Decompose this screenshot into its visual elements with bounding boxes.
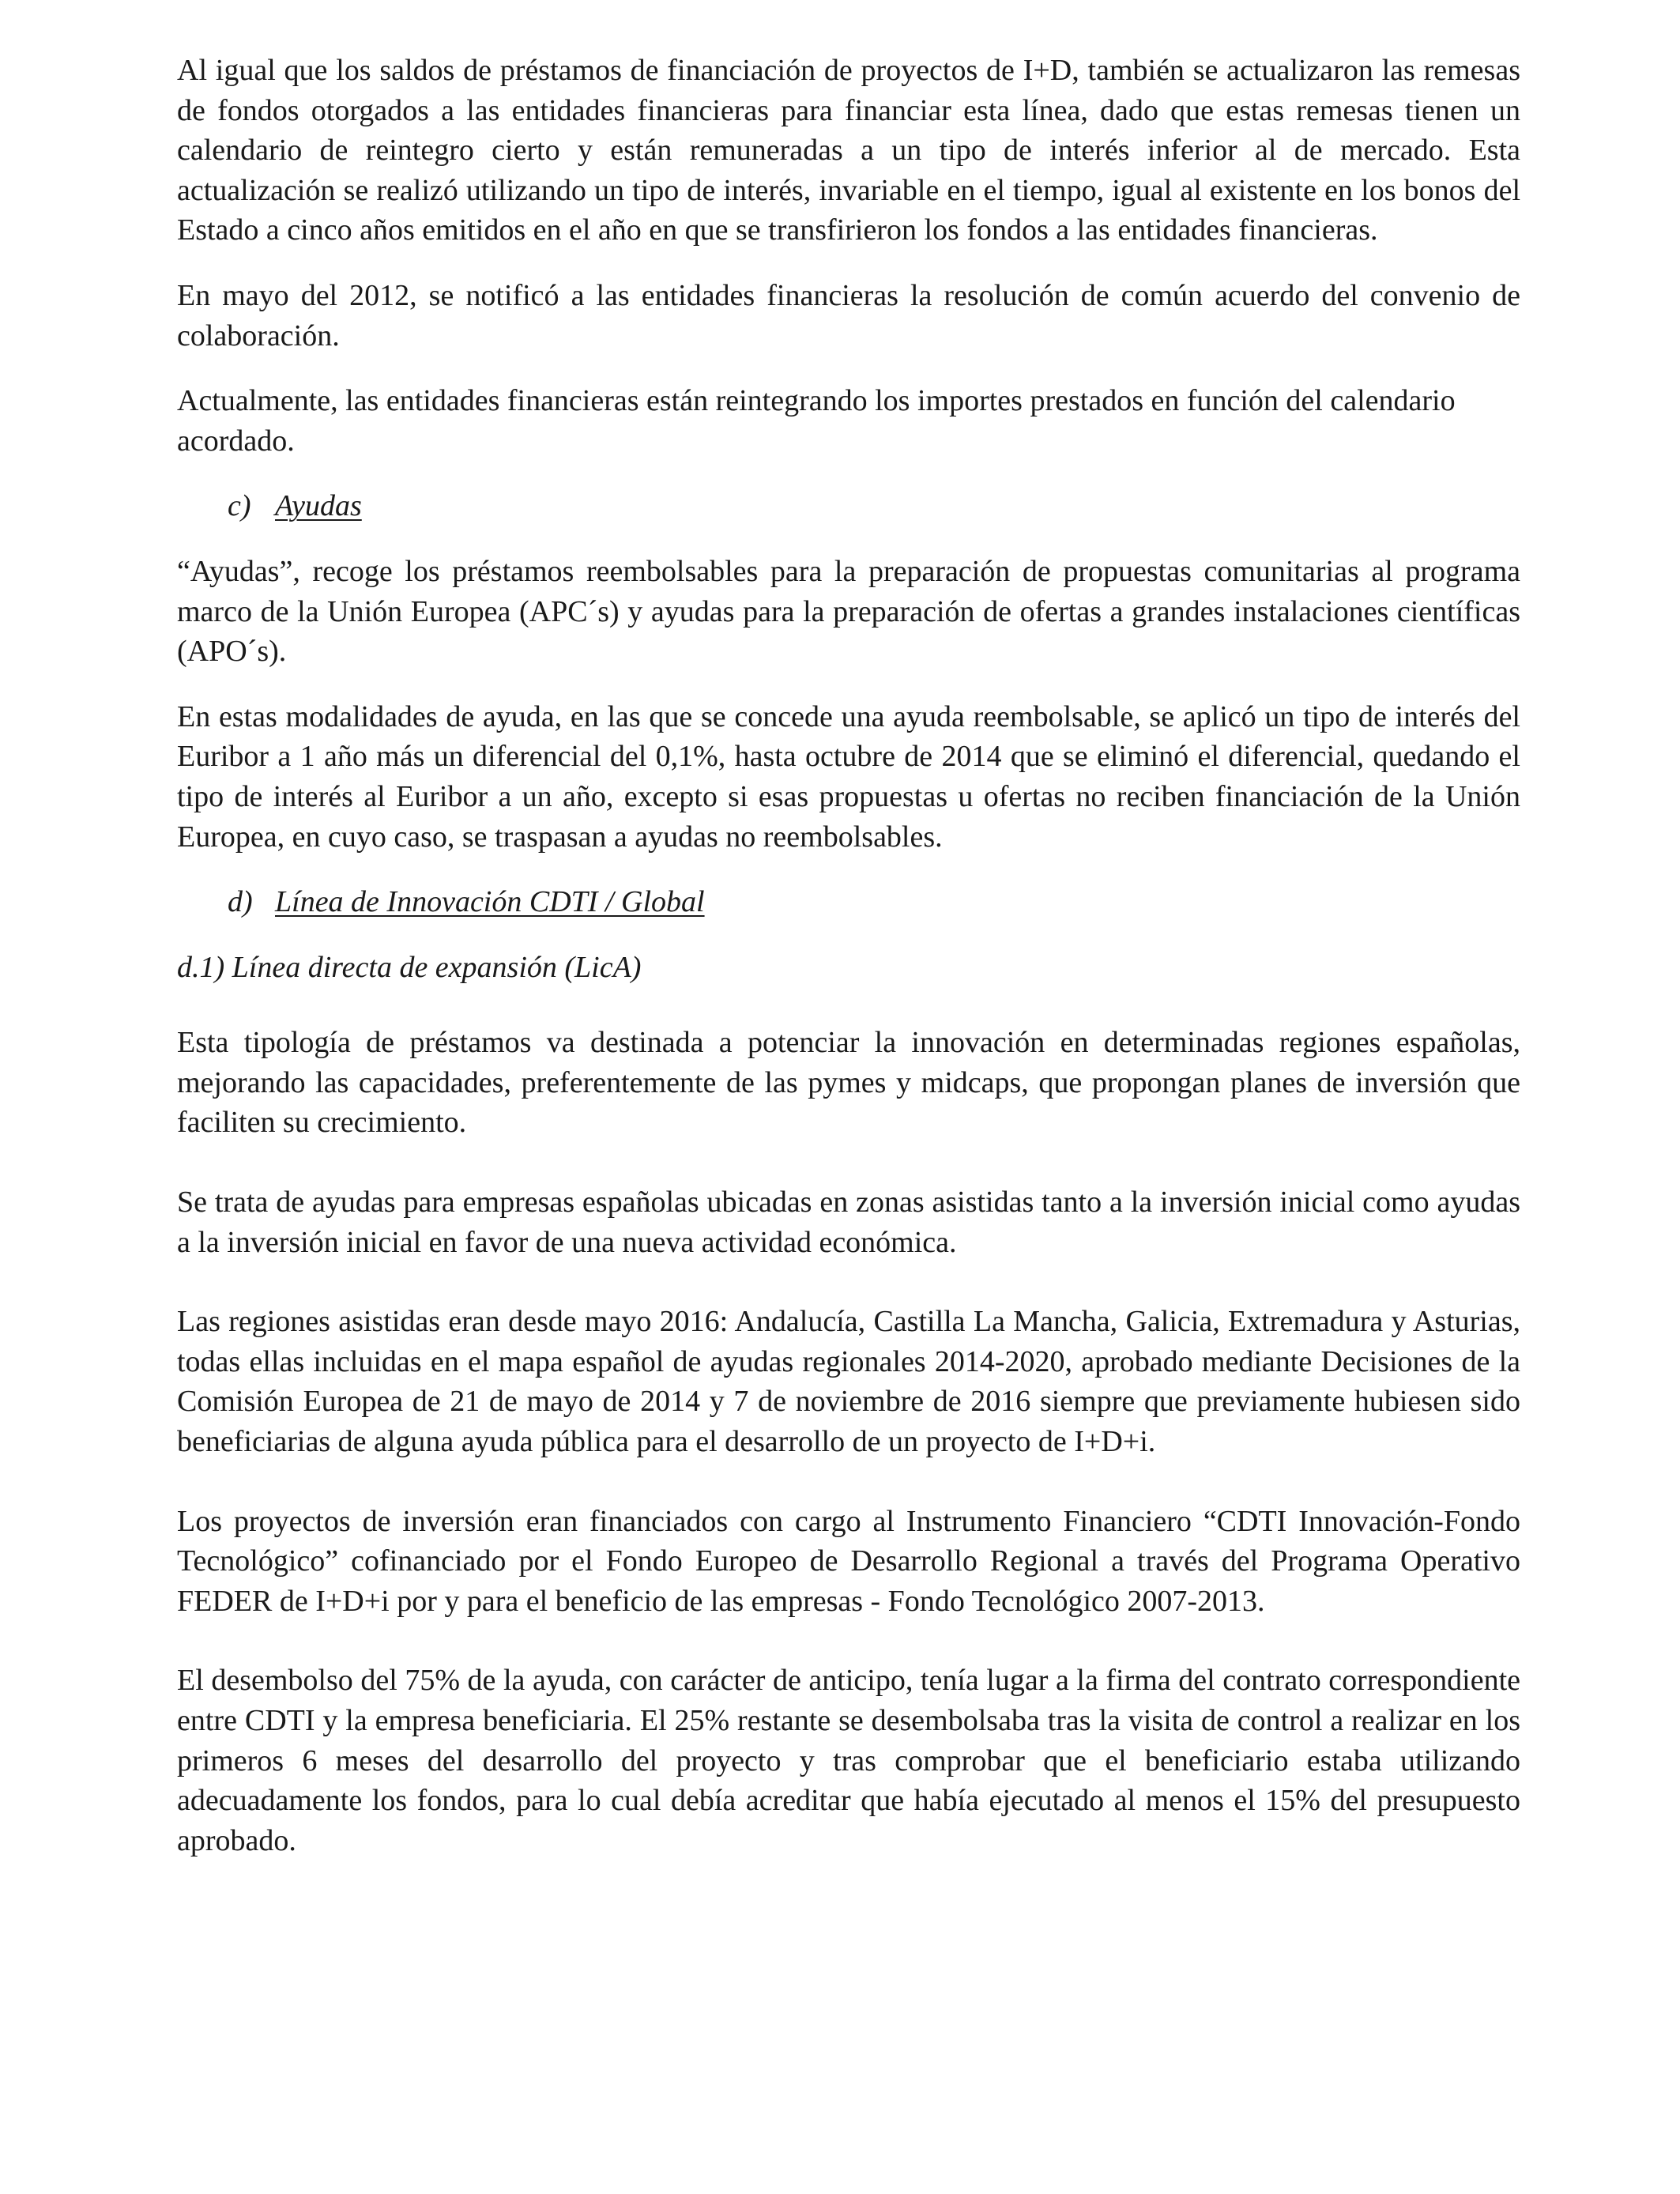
document-page	[177, 51, 1520, 1860]
heading-linea-innovacion-marker: d)	[228, 885, 253, 919]
paragraph-regiones-asistidas: Las regiones asistidas eran desde mayo 2016: Andalucía, Castilla La Mancha, Galicia, Extremadura y Asturias, todas ellas incluidas en el mapa español de ayudas regionales 2014-2020, aprobado mediante Decisiones de la Comisión Europea de 21 de mayo de 2014 y 7 de noviembre de 2016 siempre que previamente hubiesen sido beneficiarias de alguna ayuda pública para el desarrollo de un proyecto de I+D+i.	[177, 1305, 1520, 1459]
heading-ayudas	[177, 486, 1520, 526]
paragraph-remesas-actualizacion: Al igual que los saldos de préstamos de financiación de proyectos de I+D, también se actualizaron las remesas de fondos otorgados a las entidades financieras para financiar esta línea, dado que estas remesas tienen un calendario de reintegro cierto y están remuneradas a un tipo de interés inferior al de mercado. Esta actualización se realizó utilizando un tipo de interés, invariable en el tiempo, igual al existente en los bonos del Estado a cinco años emitidos en el año en que se transfirieron los fondos a las entidades financieras.	[177, 54, 1520, 247]
heading-ayudas-title: Ayudas	[275, 489, 362, 523]
heading-ayudas-marker: c)	[228, 489, 251, 523]
paragraph-reintegro-actual: Actualmente, las entidades financieras están reintegrando los importes prestados en función del calendario acordado.	[177, 384, 1456, 458]
paragraph-zonas-asistidas: Se trata de ayudas para empresas españolas ubicadas en zonas asistidas tanto a la inversión inicial como ayudas a la inversión inicial en favor de una nueva actividad económica.	[177, 1186, 1520, 1259]
paragraph-desembolso: El desembolso del 75% de la ayuda, con carácter de anticipo, tenía lugar a la firma del contrato correspondiente entre CDTI y la empresa beneficiaria. El 25% restante se desembolsaba tras la visita de control a realizar en los primeros 6 meses del desarrollo del proyecto y tras comprobar que el beneficiario estaba utilizando adecuadamente los fondos, para lo cual debía acreditar que había ejecutado al menos el 15% del presupuesto aprobado.	[177, 1664, 1520, 1857]
paragraph-modalidades-interes: En estas modalidades de ayuda, en las que se concede una ayuda reembolsable, se aplicó un tipo de interés del Euribor a 1 año más un diferencial del 0,1%, hasta octubre de 2014 que se eliminó el diferencial, quedando el tipo de interés al Euribor a un año, excepto si esas propuestas u ofertas no reciben financiación de la Unión Europea, en cuyo caso, se traspasan a ayudas no reembolsables.	[177, 699, 1520, 854]
heading-linea-innovacion-title: Línea de Innovación CDTI / Global	[275, 885, 705, 919]
heading-linea-innovacion	[177, 882, 1520, 922]
paragraph-notificacion-mayo-2012: En mayo del 2012, se notificó a las entidades financieras la resolución de común acuerdo del convenio de colaboración.	[177, 278, 1520, 352]
paragraph-financiacion-feder: Los proyectos de inversión eran financiados con cargo al Instrumento Financiero “CDTI Innovación-Fondo Tecnológico” cofinanciado por el Fondo Europeo de Desarrollo Regional a través del Programa Operativo FEDER de I+D+i por y para el beneficio de las empresas - Fondo Tecnológico 2007-2013.	[177, 1504, 1520, 1618]
subheading-linea-directa-expansion: d.1) Línea directa de expansión (LicA)	[177, 950, 642, 984]
paragraph-tipologia-prestamos: Esta tipología de préstamos va destinada a potenciar la innovación en determinadas regiones españolas, mejorando las capacidades, preferentemente de las pymes y midcaps, que propongan planes de inversión que faciliten su crecimiento.	[177, 1026, 1520, 1140]
paragraph-ayudas-definicion: “Ayudas”, recoge los préstamos reembolsables para la preparación de propuestas comunitarias al programa marco de la Unión Europea (APC´s) y ayudas para la preparación de ofertas a grandes instalaciones científicas (APO´s).	[177, 554, 1520, 669]
